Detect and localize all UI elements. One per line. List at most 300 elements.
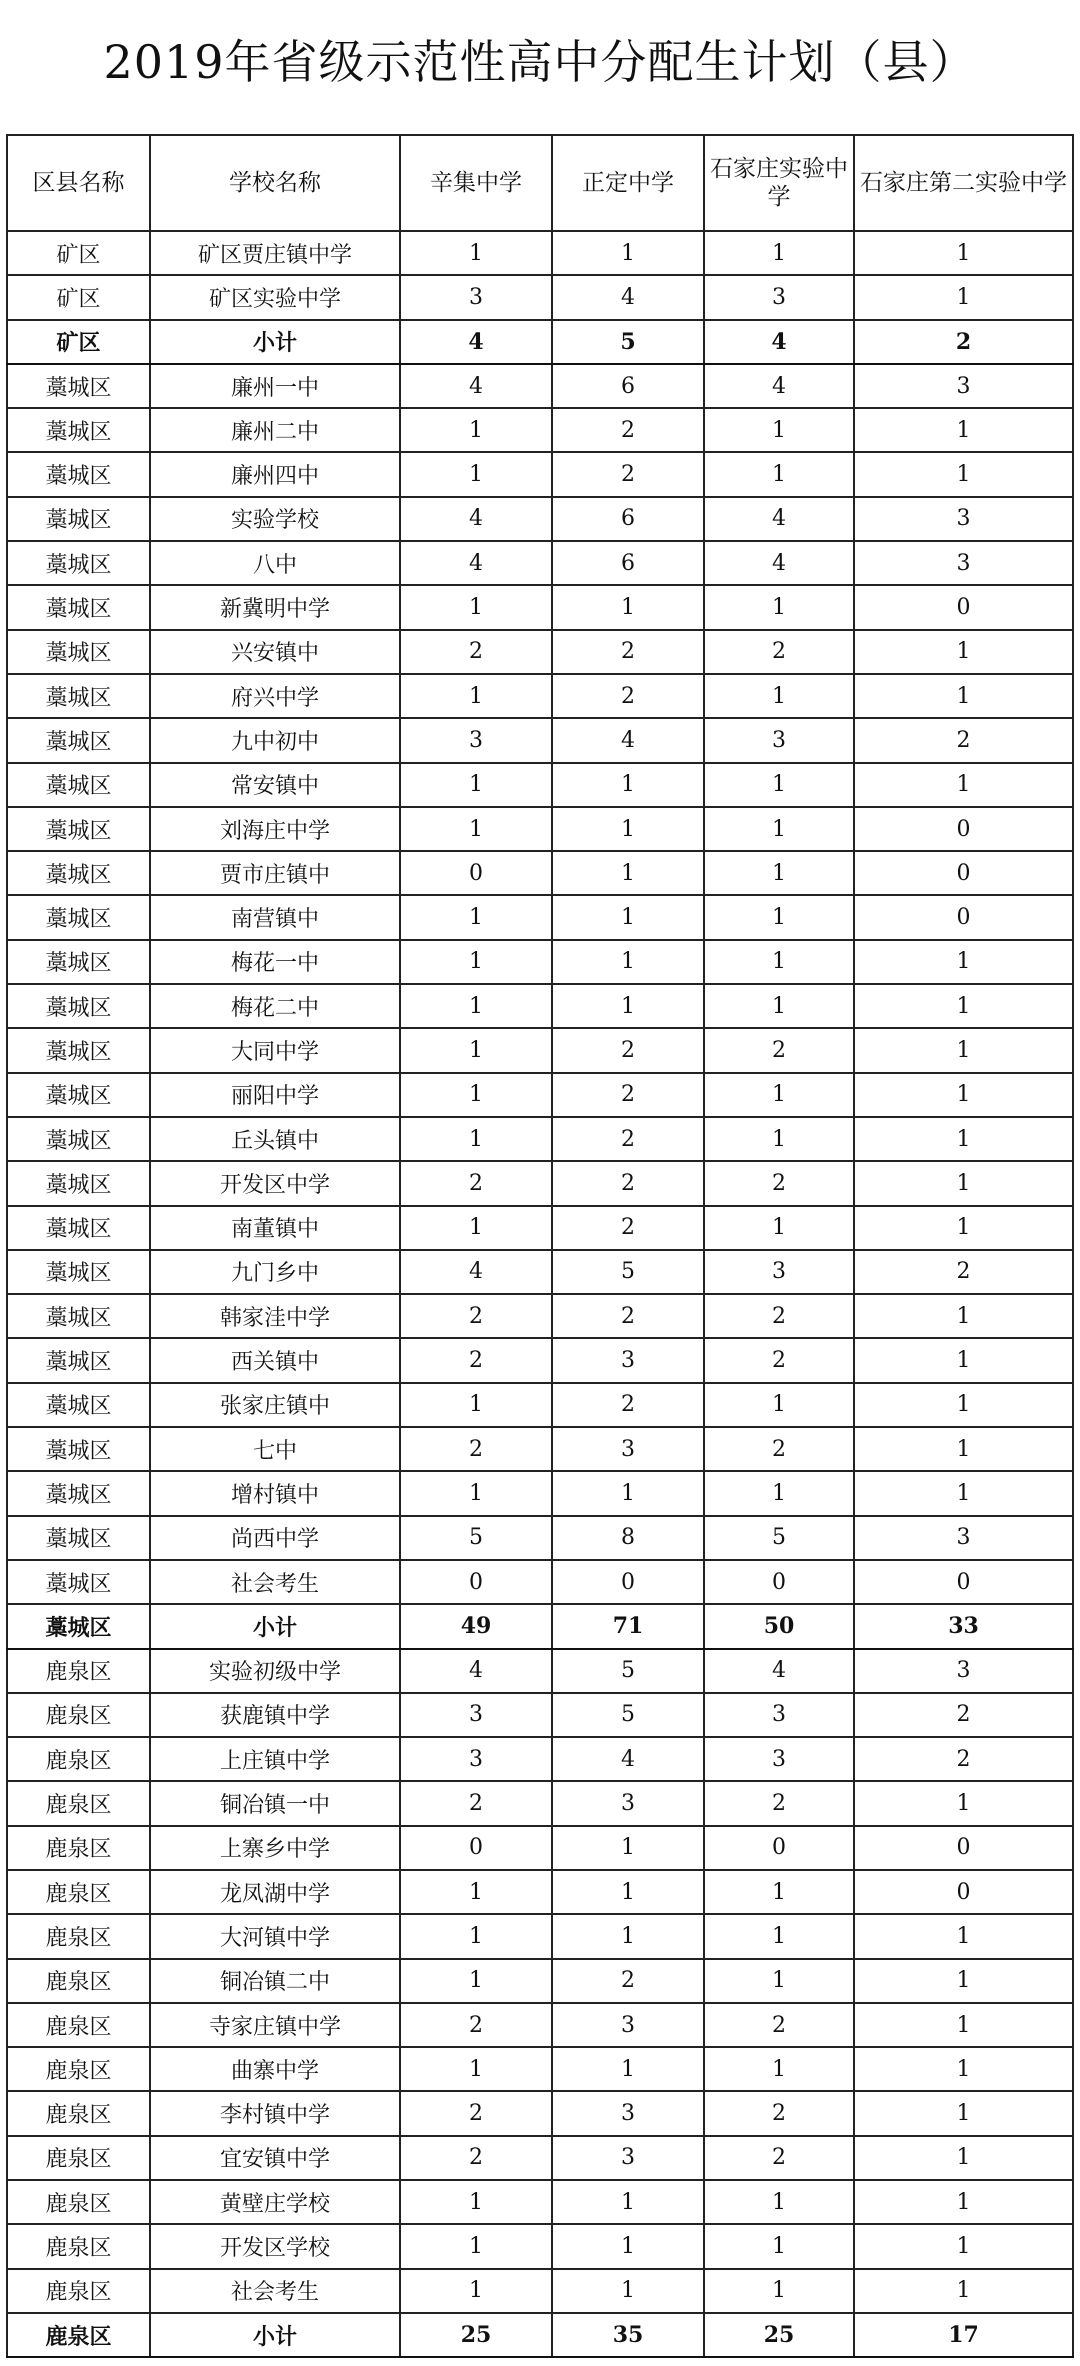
sjz-second-experimental-count-cell: 1 [854, 452, 1073, 496]
zhengding-count-cell: 2 [552, 452, 704, 496]
table-row [7, 275, 1073, 319]
table-row [7, 1028, 1073, 1072]
zhengding-count-cell: 1 [552, 2180, 704, 2224]
table-row [7, 1959, 1073, 2003]
school-cell: 九中初中 [150, 718, 400, 762]
sjz-experimental-count-cell: 3 [704, 275, 854, 319]
school-cell: 开发区学校 [150, 2224, 400, 2268]
sjz-second-experimental-count-cell: 1 [854, 1383, 1073, 1427]
zhengding-count-cell: 2 [552, 1959, 704, 2003]
zhengding-count-cell: 4 [552, 275, 704, 319]
sjz-experimental-count-cell: 1 [704, 674, 854, 718]
sjz-second-experimental-count-cell: 0 [854, 585, 1073, 629]
subtotal-row [7, 2313, 1073, 2357]
district-cell: 藁城区 [7, 807, 150, 851]
sjz-experimental-count-cell: 1 [704, 2180, 854, 2224]
sjz-second-experimental-count-cell: 1 [854, 1914, 1073, 1958]
district-cell: 藁城区 [7, 851, 150, 895]
sjz-second-experimental-count-cell: 1 [854, 408, 1073, 452]
sjz-experimental-count-cell: 1 [704, 2224, 854, 2268]
sjz-second-experimental-count-cell: 1 [854, 1338, 1073, 1382]
zhengding-count-cell: 1 [552, 1914, 704, 1958]
school-cell: 矿区实验中学 [150, 275, 400, 319]
school-cell: 南董镇中 [150, 1206, 400, 1250]
xinji-count-cell: 4 [400, 1250, 552, 1294]
table-row [7, 718, 1073, 762]
zhengding-count-cell: 1 [552, 851, 704, 895]
school-cell: 社会考生 [150, 2269, 400, 2313]
sjz-experimental-count-cell: 25 [704, 2313, 854, 2357]
district-cell: 藁城区 [7, 585, 150, 629]
table-row [7, 984, 1073, 1028]
sjz-experimental-count-cell: 4 [704, 497, 854, 541]
school-cell: 铜冶镇一中 [150, 1781, 400, 1825]
zhengding-count-cell: 3 [552, 2091, 704, 2135]
xinji-count-cell: 1 [400, 1870, 552, 1914]
xinji-count-cell: 1 [400, 940, 552, 984]
sjz-experimental-count-cell: 2 [704, 2136, 854, 2180]
district-cell: 藁城区 [7, 1471, 150, 1515]
subtotal-row [7, 320, 1073, 364]
zhengding-count-cell: 5 [552, 1693, 704, 1737]
school-cell: 实验学校 [150, 497, 400, 541]
district-cell: 矿区 [7, 275, 150, 319]
table-row [7, 1073, 1073, 1117]
xinji-count-cell: 1 [400, 895, 552, 939]
xinji-count-cell: 1 [400, 984, 552, 1028]
school-cell: 丽阳中学 [150, 1073, 400, 1117]
school-cell: 府兴中学 [150, 674, 400, 718]
sjz-experimental-count-cell: 1 [704, 1959, 854, 2003]
school-cell: 增村镇中 [150, 1471, 400, 1515]
zhengding-count-cell: 1 [552, 984, 704, 1028]
xinji-count-cell: 3 [400, 1693, 552, 1737]
school-cell: 宜安镇中学 [150, 2136, 400, 2180]
district-cell: 藁城区 [7, 763, 150, 807]
sjz-experimental-count-cell: 1 [704, 895, 854, 939]
sjz-second-experimental-count-cell: 1 [854, 2180, 1073, 2224]
xinji-count-cell: 3 [400, 275, 552, 319]
zhengding-count-cell: 2 [552, 408, 704, 452]
sjz-second-experimental-count-cell: 2 [854, 1693, 1073, 1737]
header-xinji: 辛集中学 [400, 135, 552, 231]
table-row [7, 1206, 1073, 1250]
sjz-experimental-count-cell: 1 [704, 1383, 854, 1427]
zhengding-count-cell: 2 [552, 630, 704, 674]
district-cell: 藁城区 [7, 408, 150, 452]
zhengding-count-cell: 3 [552, 1781, 704, 1825]
zhengding-count-cell: 2 [552, 1028, 704, 1072]
header-district: 区县名称 [7, 135, 150, 231]
zhengding-count-cell: 2 [552, 1294, 704, 1338]
sjz-experimental-count-cell: 3 [704, 1250, 854, 1294]
sjz-experimental-count-cell: 2 [704, 2003, 854, 2047]
district-cell: 藁城区 [7, 630, 150, 674]
xinji-count-cell: 1 [400, 807, 552, 851]
district-cell: 鹿泉区 [7, 2003, 150, 2047]
table-row [7, 452, 1073, 496]
sjz-second-experimental-count-cell: 1 [854, 984, 1073, 1028]
sjz-experimental-count-cell: 4 [704, 1649, 854, 1693]
table-row [7, 1693, 1073, 1737]
sjz-experimental-count-cell: 1 [704, 231, 854, 275]
zhengding-count-cell: 2 [552, 1206, 704, 1250]
zhengding-count-cell: 5 [552, 320, 704, 364]
xinji-count-cell: 4 [400, 364, 552, 408]
table-row [7, 807, 1073, 851]
sjz-experimental-count-cell: 1 [704, 1073, 854, 1117]
xinji-count-cell: 4 [400, 320, 552, 364]
sjz-second-experimental-count-cell: 0 [854, 851, 1073, 895]
district-cell: 鹿泉区 [7, 2313, 150, 2357]
xinji-count-cell: 2 [400, 1294, 552, 1338]
school-cell: 丘头镇中 [150, 1117, 400, 1161]
sjz-experimental-count-cell: 2 [704, 1781, 854, 1825]
table-row [7, 1338, 1073, 1382]
district-cell: 藁城区 [7, 364, 150, 408]
sjz-experimental-count-cell: 1 [704, 984, 854, 1028]
sjz-second-experimental-count-cell: 3 [854, 1649, 1073, 1693]
table-row [7, 1294, 1073, 1338]
sjz-experimental-count-cell: 1 [704, 763, 854, 807]
table-row [7, 630, 1073, 674]
sjz-experimental-count-cell: 1 [704, 1870, 854, 1914]
sjz-second-experimental-count-cell: 1 [854, 1161, 1073, 1205]
school-cell: 南营镇中 [150, 895, 400, 939]
zhengding-count-cell: 3 [552, 2003, 704, 2047]
school-cell: 黄壁庄学校 [150, 2180, 400, 2224]
sjz-second-experimental-count-cell: 1 [854, 1073, 1073, 1117]
zhengding-count-cell: 3 [552, 1427, 704, 1471]
xinji-count-cell: 1 [400, 1028, 552, 1072]
school-cell: 梅花二中 [150, 984, 400, 1028]
school-cell: 廉州一中 [150, 364, 400, 408]
sjz-experimental-count-cell: 2 [704, 1338, 854, 1382]
district-cell: 藁城区 [7, 1073, 150, 1117]
xinji-count-cell: 1 [400, 231, 552, 275]
zhengding-count-cell: 1 [552, 763, 704, 807]
district-cell: 藁城区 [7, 1427, 150, 1471]
sjz-experimental-count-cell: 3 [704, 1737, 854, 1781]
sjz-second-experimental-count-cell: 1 [854, 2091, 1073, 2135]
school-cell: 上寨乡中学 [150, 1826, 400, 1870]
xinji-count-cell: 0 [400, 1826, 552, 1870]
zhengding-count-cell: 4 [552, 718, 704, 762]
table-row [7, 408, 1073, 452]
table-row [7, 763, 1073, 807]
xinji-count-cell: 0 [400, 1560, 552, 1604]
table-row [7, 1560, 1073, 1604]
zhengding-count-cell: 35 [552, 2313, 704, 2357]
sjz-experimental-count-cell: 4 [704, 320, 854, 364]
district-cell: 鹿泉区 [7, 2224, 150, 2268]
sjz-experimental-count-cell: 0 [704, 1560, 854, 1604]
sjz-second-experimental-count-cell: 1 [854, 2224, 1073, 2268]
sjz-second-experimental-count-cell: 1 [854, 1206, 1073, 1250]
zhengding-count-cell: 6 [552, 541, 704, 585]
sjz-second-experimental-count-cell: 1 [854, 275, 1073, 319]
table-row [7, 1427, 1073, 1471]
school-cell: 小计 [150, 320, 400, 364]
xinji-count-cell: 4 [400, 541, 552, 585]
xinji-count-cell: 1 [400, 2180, 552, 2224]
zhengding-count-cell: 8 [552, 1516, 704, 1560]
sjz-experimental-count-cell: 1 [704, 1117, 854, 1161]
district-cell: 藁城区 [7, 1294, 150, 1338]
table-row [7, 2047, 1073, 2091]
xinji-count-cell: 2 [400, 2003, 552, 2047]
zhengding-count-cell: 3 [552, 2136, 704, 2180]
xinji-count-cell: 2 [400, 1781, 552, 1825]
sjz-experimental-count-cell: 1 [704, 585, 854, 629]
school-cell: 大同中学 [150, 1028, 400, 1072]
header-row [7, 135, 1073, 231]
zhengding-count-cell: 2 [552, 1073, 704, 1117]
table-row [7, 1250, 1073, 1294]
sjz-second-experimental-count-cell: 17 [854, 2313, 1073, 2357]
table-row [7, 541, 1073, 585]
xinji-count-cell: 1 [400, 1471, 552, 1515]
table-row [7, 585, 1073, 629]
page-title: 2019年省级示范性高中分配生计划（县） [103, 35, 977, 89]
zhengding-count-cell: 1 [552, 231, 704, 275]
sjz-second-experimental-count-cell: 0 [854, 1560, 1073, 1604]
school-cell: 廉州四中 [150, 452, 400, 496]
district-cell: 鹿泉区 [7, 2269, 150, 2313]
school-cell: 曲寨中学 [150, 2047, 400, 2091]
sjz-second-experimental-count-cell: 1 [854, 1028, 1073, 1072]
sjz-experimental-count-cell: 1 [704, 2047, 854, 2091]
table-row [7, 231, 1073, 275]
table-row [7, 1914, 1073, 1958]
table-row [7, 1826, 1073, 1870]
district-cell: 鹿泉区 [7, 2136, 150, 2180]
sjz-second-experimental-count-cell: 1 [854, 2136, 1073, 2180]
sjz-second-experimental-count-cell: 1 [854, 2269, 1073, 2313]
xinji-count-cell: 2 [400, 1427, 552, 1471]
table-row [7, 1516, 1073, 1560]
sjz-second-experimental-count-cell: 2 [854, 1737, 1073, 1781]
sjz-second-experimental-count-cell: 1 [854, 1117, 1073, 1161]
xinji-count-cell: 5 [400, 1516, 552, 1560]
district-cell: 藁城区 [7, 1028, 150, 1072]
district-cell: 藁城区 [7, 1161, 150, 1205]
sjz-second-experimental-count-cell: 2 [854, 1250, 1073, 1294]
table-row [7, 2003, 1073, 2047]
district-cell: 鹿泉区 [7, 1737, 150, 1781]
school-cell: 刘海庄中学 [150, 807, 400, 851]
district-cell: 藁城区 [7, 452, 150, 496]
xinji-count-cell: 1 [400, 452, 552, 496]
table-body [7, 231, 1073, 2357]
district-cell: 鹿泉区 [7, 1914, 150, 1958]
table-row [7, 1383, 1073, 1427]
district-cell: 矿区 [7, 320, 150, 364]
header-zhengding: 正定中学 [552, 135, 704, 231]
district-cell: 藁城区 [7, 1516, 150, 1560]
table-row [7, 674, 1073, 718]
xinji-count-cell: 1 [400, 408, 552, 452]
school-cell: 梅花一中 [150, 940, 400, 984]
table-row [7, 364, 1073, 408]
district-cell: 鹿泉区 [7, 1693, 150, 1737]
sjz-second-experimental-count-cell: 1 [854, 1959, 1073, 2003]
sjz-experimental-count-cell: 2 [704, 1161, 854, 1205]
table-row [7, 1649, 1073, 1693]
sjz-second-experimental-count-cell: 0 [854, 807, 1073, 851]
district-cell: 鹿泉区 [7, 1649, 150, 1693]
school-cell: 寺家庄镇中学 [150, 2003, 400, 2047]
school-cell: 八中 [150, 541, 400, 585]
zhengding-count-cell: 4 [552, 1737, 704, 1781]
school-cell: 贾市庄镇中 [150, 851, 400, 895]
table-row [7, 1117, 1073, 1161]
school-cell: 小计 [150, 1604, 400, 1648]
header-sjz-second-experimental: 石家庄第二实验中学 [854, 135, 1073, 231]
sjz-second-experimental-count-cell: 3 [854, 1516, 1073, 1560]
zhengding-count-cell: 3 [552, 1338, 704, 1382]
header-sjz-experimental: 石家庄实验中学 [704, 135, 854, 231]
sjz-second-experimental-count-cell: 1 [854, 630, 1073, 674]
sjz-second-experimental-count-cell: 3 [854, 541, 1073, 585]
table-row [7, 940, 1073, 984]
sjz-second-experimental-count-cell: 1 [854, 1781, 1073, 1825]
xinji-count-cell: 4 [400, 497, 552, 541]
district-cell: 矿区 [7, 231, 150, 275]
district-cell: 鹿泉区 [7, 1826, 150, 1870]
zhengding-count-cell: 1 [552, 1826, 704, 1870]
sjz-second-experimental-count-cell: 1 [854, 2003, 1073, 2047]
allocation-table [6, 134, 1074, 2358]
school-cell: 尚西中学 [150, 1516, 400, 1560]
sjz-experimental-count-cell: 1 [704, 1914, 854, 1958]
school-cell: 矿区贾庄镇中学 [150, 231, 400, 275]
zhengding-count-cell: 2 [552, 1117, 704, 1161]
table-row [7, 1161, 1073, 1205]
district-cell: 藁城区 [7, 674, 150, 718]
school-cell: 开发区中学 [150, 1161, 400, 1205]
sjz-second-experimental-count-cell: 3 [854, 497, 1073, 541]
sjz-second-experimental-count-cell: 0 [854, 1870, 1073, 1914]
district-cell: 藁城区 [7, 1338, 150, 1382]
table-row [7, 895, 1073, 939]
xinji-count-cell: 1 [400, 1073, 552, 1117]
sjz-experimental-count-cell: 3 [704, 1693, 854, 1737]
zhengding-count-cell: 1 [552, 585, 704, 629]
sjz-experimental-count-cell: 2 [704, 2091, 854, 2135]
sjz-experimental-count-cell: 1 [704, 851, 854, 895]
sjz-second-experimental-count-cell: 2 [854, 718, 1073, 762]
zhengding-count-cell: 1 [552, 895, 704, 939]
zhengding-count-cell: 1 [552, 2269, 704, 2313]
school-cell: 铜冶镇二中 [150, 1959, 400, 2003]
district-cell: 藁城区 [7, 1383, 150, 1427]
school-cell: 九门乡中 [150, 1250, 400, 1294]
sjz-second-experimental-count-cell: 1 [854, 2047, 1073, 2091]
school-cell: 李村镇中学 [150, 2091, 400, 2135]
table-row [7, 2136, 1073, 2180]
school-cell: 龙凤湖中学 [150, 1870, 400, 1914]
table-row [7, 851, 1073, 895]
school-cell: 实验初级中学 [150, 1649, 400, 1693]
zhengding-count-cell: 2 [552, 1383, 704, 1427]
table-row [7, 2091, 1073, 2135]
school-cell: 上庄镇中学 [150, 1737, 400, 1781]
district-cell: 藁城区 [7, 718, 150, 762]
zhengding-count-cell: 6 [552, 497, 704, 541]
zhengding-count-cell: 1 [552, 1870, 704, 1914]
sjz-experimental-count-cell: 1 [704, 807, 854, 851]
xinji-count-cell: 1 [400, 1117, 552, 1161]
sjz-second-experimental-count-cell: 0 [854, 1826, 1073, 1870]
zhengding-count-cell: 1 [552, 807, 704, 851]
xinji-count-cell: 1 [400, 2224, 552, 2268]
zhengding-count-cell: 5 [552, 1649, 704, 1693]
district-cell: 鹿泉区 [7, 2180, 150, 2224]
sjz-experimental-count-cell: 2 [704, 630, 854, 674]
xinji-count-cell: 1 [400, 1914, 552, 1958]
district-cell: 鹿泉区 [7, 2047, 150, 2091]
xinji-count-cell: 1 [400, 674, 552, 718]
subtotal-row [7, 1604, 1073, 1648]
school-cell: 大河镇中学 [150, 1914, 400, 1958]
district-cell: 藁城区 [7, 1560, 150, 1604]
school-cell: 新冀明中学 [150, 585, 400, 629]
sjz-experimental-count-cell: 2 [704, 1028, 854, 1072]
header-school: 学校名称 [150, 135, 400, 231]
sjz-second-experimental-count-cell: 3 [854, 364, 1073, 408]
sjz-second-experimental-count-cell: 0 [854, 895, 1073, 939]
sjz-experimental-count-cell: 2 [704, 1294, 854, 1338]
school-cell: 获鹿镇中学 [150, 1693, 400, 1737]
sjz-experimental-count-cell: 1 [704, 940, 854, 984]
sjz-experimental-count-cell: 1 [704, 2269, 854, 2313]
xinji-count-cell: 2 [400, 2136, 552, 2180]
zhengding-count-cell: 1 [552, 1471, 704, 1515]
sjz-second-experimental-count-cell: 1 [854, 1427, 1073, 1471]
sjz-second-experimental-count-cell: 1 [854, 674, 1073, 718]
zhengding-count-cell: 0 [552, 1560, 704, 1604]
school-cell: 张家庄镇中 [150, 1383, 400, 1427]
district-cell: 藁城区 [7, 1604, 150, 1648]
sjz-second-experimental-count-cell: 1 [854, 1471, 1073, 1515]
district-cell: 鹿泉区 [7, 1870, 150, 1914]
xinji-count-cell: 1 [400, 1959, 552, 2003]
district-cell: 藁城区 [7, 895, 150, 939]
school-cell: 兴安镇中 [150, 630, 400, 674]
district-cell: 藁城区 [7, 1206, 150, 1250]
table-row [7, 1471, 1073, 1515]
sjz-experimental-count-cell: 1 [704, 1471, 854, 1515]
zhengding-count-cell: 1 [552, 940, 704, 984]
sjz-experimental-count-cell: 5 [704, 1516, 854, 1560]
xinji-count-cell: 1 [400, 585, 552, 629]
school-cell: 七中 [150, 1427, 400, 1471]
xinji-count-cell: 1 [400, 1383, 552, 1427]
sjz-second-experimental-count-cell: 1 [854, 940, 1073, 984]
table-row [7, 1870, 1073, 1914]
table-row [7, 1737, 1073, 1781]
school-cell: 西关镇中 [150, 1338, 400, 1382]
school-cell: 韩家洼中学 [150, 1294, 400, 1338]
xinji-count-cell: 1 [400, 763, 552, 807]
xinji-count-cell: 3 [400, 718, 552, 762]
sjz-experimental-count-cell: 4 [704, 364, 854, 408]
xinji-count-cell: 1 [400, 2047, 552, 2091]
sjz-experimental-count-cell: 1 [704, 408, 854, 452]
zhengding-count-cell: 1 [552, 2047, 704, 2091]
district-cell: 藁城区 [7, 1250, 150, 1294]
